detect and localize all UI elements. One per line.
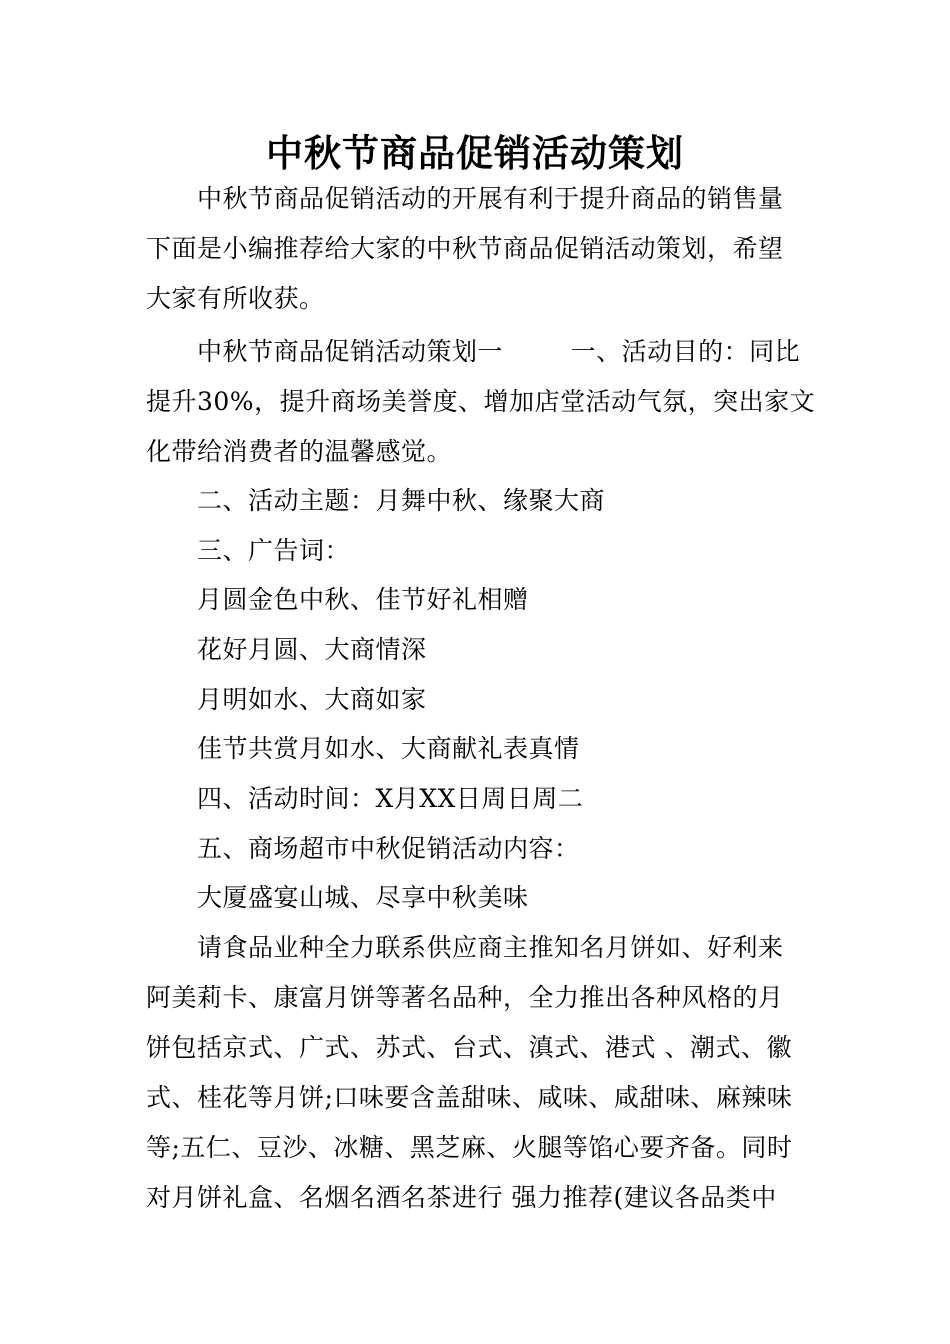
paragraph-line: 阿美莉卡、康富月饼等著名品种，全力推出各种风格的月 [146, 983, 784, 1012]
paragraph-line: 大厦盛宴山城、尽享中秋美味 [197, 883, 529, 912]
paragraph-line: 月圆金色中秋、佳节好礼相赠 [197, 585, 529, 614]
paragraph-line: 四、活动时间：X月XX日周日周二 [197, 784, 584, 813]
paragraph-line: 中秋节商品促销活动策划一 一、活动目的：同比 [197, 337, 801, 366]
paragraph-line: 等;五仁、豆沙、冰糖、黑芝麻、火腿等馅心要齐备。同时 [146, 1133, 793, 1162]
paragraph-line: 三、广告词： [197, 536, 351, 565]
paragraph-line: 五、商场超市中秋促销活动内容： [197, 834, 580, 863]
document-title: 中秋节商品促销活动策划 [266, 131, 684, 175]
paragraph-line: 中秋节商品促销活动的开展有利于提升商品的销售量 [197, 184, 784, 213]
paragraph-line: 对月饼礼盒、名烟名酒名茶进行 强力推荐(建议各品类中 [146, 1183, 777, 1212]
paragraph-line: 式、桂花等月饼;口味要含盖甜味、咸味、咸甜味、麻辣味 [146, 1083, 793, 1112]
paragraph-line: 请食品业种全力联系供应商主推知名月饼如、好利来 [197, 933, 784, 962]
paragraph-line: 二、活动主题：月舞中秋、缘聚大商 [197, 486, 606, 515]
paragraph-line: 佳节共赏月如水、大商献礼表真情 [197, 734, 580, 763]
paragraph-line: 月明如水、大商如家 [197, 685, 427, 714]
paragraph-line: 饼包括京式、广式、苏式、台式、滇式、港式 、潮式、徽 [146, 1033, 792, 1062]
paragraph-line: 大家有所收获。 [146, 284, 325, 313]
paragraph-line: 花好月圆、大商情深 [197, 635, 427, 664]
paragraph-line: 化带给消费者的温馨感觉。 [146, 437, 453, 466]
paragraph-line: 提升30%，提升商场美誉度、增加店堂活动气氛，突出家文 [146, 387, 816, 416]
paragraph-line: 下面是小编推荐给大家的中秋节商品促销活动策划，希望 [146, 234, 784, 263]
